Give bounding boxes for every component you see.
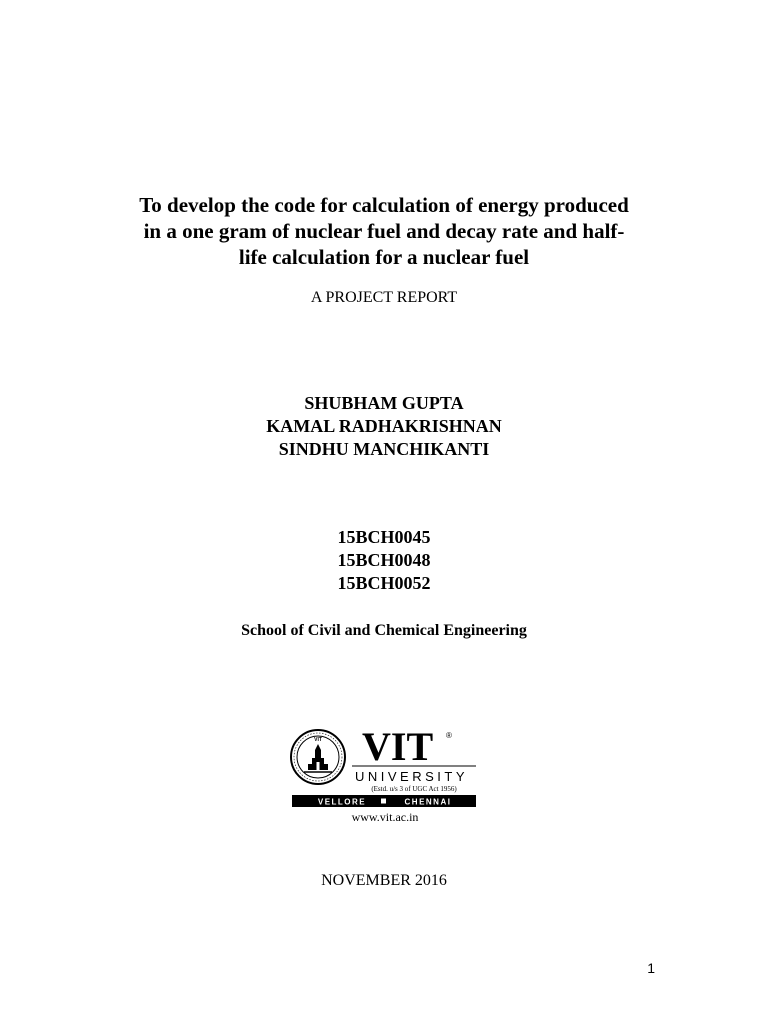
school-name: School of Civil and Chemical Engineering: [241, 622, 527, 639]
title-line: To develop the code for calculation of energy produced: [139, 193, 629, 217]
report-title: [84, 192, 684, 270]
title-line: in a one gram of nuclear fuel and decay rate and half-: [143, 219, 625, 243]
logo-university-text: UNIVERSITY: [355, 769, 469, 784]
logo-wordmark: VIT: [362, 724, 434, 769]
registered-mark: ®: [446, 731, 452, 740]
svg-text:VIT: VIT: [314, 737, 322, 743]
author-name: KAMAL RADHAKRISHNAN: [266, 416, 502, 436]
campus-chennai: CHENNAI: [404, 797, 452, 807]
vit-university-logo: [290, 720, 480, 830]
campus-vellore: VELLORE: [317, 797, 367, 807]
website-url: www.vit.ac.in: [351, 810, 419, 824]
author-name: SHUBHAM GUPTA: [304, 393, 464, 413]
registration-number: 15BCH0052: [337, 573, 431, 593]
registration-number-list: [84, 526, 684, 595]
university-seal-icon: [291, 730, 345, 784]
separator-square-icon: [381, 799, 386, 804]
report-subtitle: A PROJECT REPORT: [310, 289, 458, 306]
report-date: NOVEMBER 2016: [321, 872, 447, 889]
registration-number: 15BCH0048: [337, 550, 431, 570]
author-name: SINDHU MANCHIKANTI: [278, 439, 490, 459]
registration-number: 15BCH0045: [337, 527, 431, 547]
author-list: [84, 392, 684, 461]
page-number: 1: [647, 960, 655, 976]
title-line: life calculation for a nuclear fuel: [238, 245, 530, 269]
logo-established-text: (Estd. u/s 3 of UGC Act 1956): [371, 785, 457, 793]
